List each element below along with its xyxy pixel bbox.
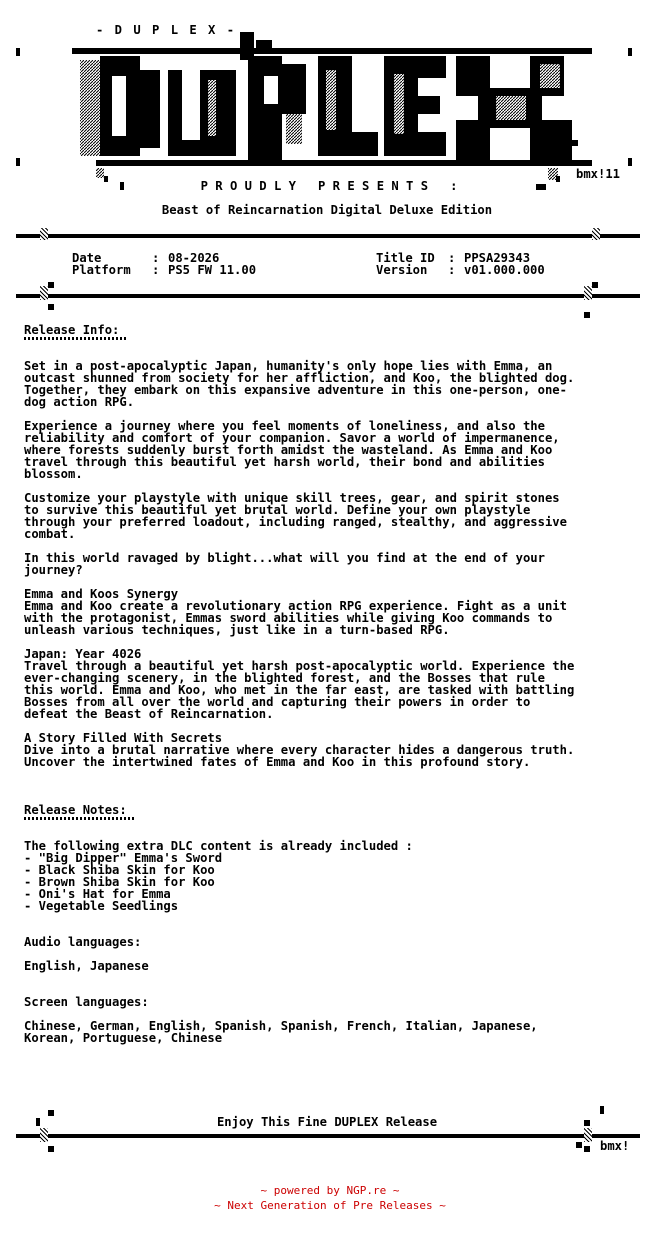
date-colon: : [152, 251, 160, 265]
version-label: Version [376, 263, 428, 277]
version-value: v01.000.000 [464, 263, 545, 277]
footer-pixel [600, 1106, 604, 1114]
release-info-paragraph: Experience a journey where you feel moments of loneliness, and also the reliability and comfort of your companion. Savor a world of impermanence, where forests suddenly burst forth amidst the wasteland. As Emma and Koo travel through this beautiful yet harsh world, their bond and abilities blossom. [24, 419, 560, 481]
proudly-presents: P R O U D L Y P R E S E N T S : [200, 179, 458, 193]
audio-languages-label: Audio languages: [24, 935, 142, 949]
rule-ornament [40, 1128, 48, 1142]
release-info-heading: Release Info: [24, 323, 120, 337]
rule-pixel [48, 282, 54, 288]
rule-ornament [40, 228, 48, 240]
release-title: Beast of Reincarnation Digital Deluxe Edition [161, 203, 493, 217]
rule-pixel [48, 304, 54, 310]
title-id-value: PPSA29343 [464, 251, 531, 265]
version-colon: : [448, 263, 456, 277]
rule-pixel [576, 1142, 582, 1148]
info-top-rule [16, 234, 640, 238]
audio-languages-value: English, Japanese [24, 959, 149, 973]
group-tag-bottom: bmx! [600, 1139, 630, 1153]
title-id-colon: : [448, 251, 456, 265]
enjoy-message: Enjoy This Fine DUPLEX Release [216, 1115, 438, 1129]
rule-ornament [40, 286, 48, 300]
rule-ornament [592, 228, 600, 240]
powered-by-line: ~ powered by NGP.re ~ [260, 1184, 400, 1197]
feature-japan: Japan: Year 4026 Travel through a beautiful yet harsh post-apocalyptic world. Experience the ever-changing scenery, in the blighted forest, and the Bosses that rule this world. Emma and Koo, who met in the far east, are tasked with battling Bosses from all over the world and capturing their powers in order to defeat the Beast of Reincarnation. [24, 647, 575, 721]
screen-languages-value: Chinese, German, English, Spanish, Spanish, French, Italian, Japanese, Korean, Portuguese, Chinese [24, 1019, 538, 1045]
date-value: 08-2026 [168, 251, 220, 265]
rule-ornament [584, 286, 592, 300]
platform-label: Platform [72, 263, 131, 277]
feature-synergy: Emma and Koos Synergy Emma and Koo create a revolutionary action RPG experience. Fight as a unit with the protagonist, Emmas sword abilities while giving Koo commands to unleash various techniques, just like in a turn-based RPG. [24, 587, 567, 637]
release-notes-underline [24, 817, 136, 820]
release-info-paragraph: In this world ravaged by blight...what will you find at the end of your journey? [24, 551, 545, 577]
rule-ornament [584, 1128, 592, 1142]
tagline: ~ Next Generation of Pre Releases ~ [214, 1199, 446, 1212]
screen-languages-label: Screen languages: [24, 995, 149, 1009]
feature-story: A Story Filled With Secrets Dive into a brutal narrative where every character hides a dangerous truth. Uncover the intertwined fates of Emma and Koo in this profound story. [24, 731, 575, 769]
rule-pixel [48, 1146, 54, 1152]
release-info-paragraph: Customize your playstyle with unique skill trees, gear, and spirit stones to survive this beautiful yet brutal world. Define your own playstyle through your preferred loadout, including ranged, stealthy, and aggressive combat. [24, 491, 567, 541]
release-notes-heading: Release Notes: [24, 803, 127, 817]
info-bottom-rule [16, 294, 640, 298]
platform-colon: : [152, 263, 160, 277]
rule-pixel [584, 312, 590, 318]
duplex-logo [0, 0, 648, 200]
platform-value: PS5 FW 11.00 [168, 263, 257, 277]
rule-pixel [584, 1146, 590, 1152]
group-name-small: - D U P L E X - [96, 23, 237, 37]
title-id-label: Title ID [376, 251, 435, 265]
rule-pixel [592, 282, 598, 288]
footer-rule [16, 1134, 640, 1138]
dlc-list: The following extra DLC content is already included : - "Big Dipper" Emma's Sword - Black Shiba Skin for Koo - Brown Shiba Skin for Koo - Oni's Hat for Emma - Vegetable Seedlings [24, 839, 413, 913]
release-info-underline [24, 337, 128, 340]
release-info-paragraph: Set in a post-apocalyptic Japan, humanity's only hope lies with Emma, an outcast shunned from society for her affliction, and Koo, the blighted dog. Together, they embark on this expansive adventure in this one-person, one- dog action RPG. [24, 359, 575, 409]
group-tag-top: bmx!11 [576, 167, 621, 181]
date-label: Date [72, 251, 102, 265]
